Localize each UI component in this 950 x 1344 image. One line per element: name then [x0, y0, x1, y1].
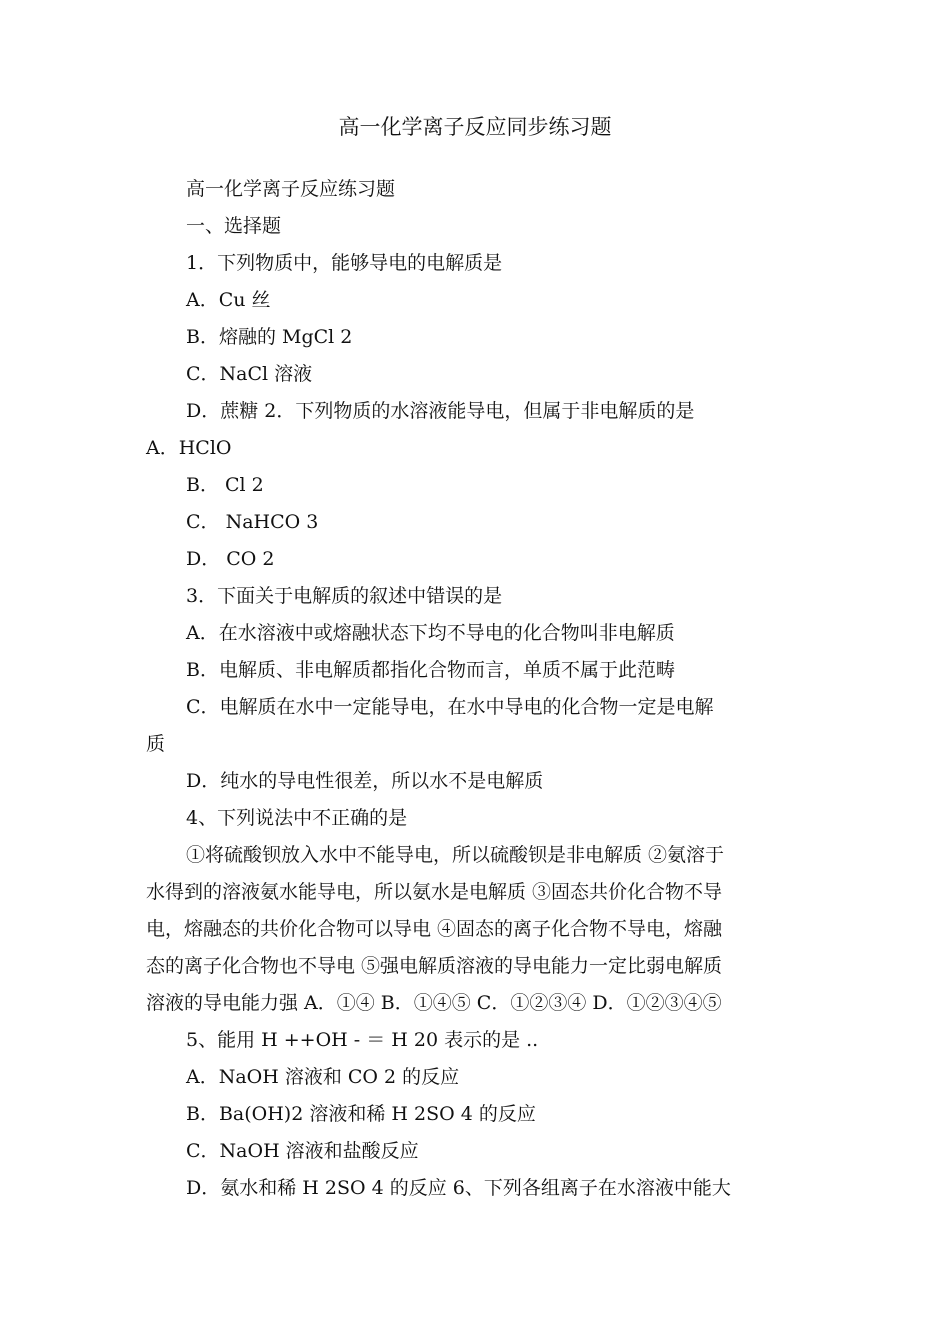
option-line: D．氨水和稀 H 2SO 4 的反应 6、下列各组离子在水溶液中能大	[186, 1177, 731, 1199]
statement-line: 态的离子化合物也不导电 ⑤强电解质溶液的导电能力一定比弱电解质	[146, 955, 723, 977]
option-line: D．纯水的导电性很差，所以水不是电解质	[186, 770, 544, 792]
question-1: 1．下列物质中，能够导电的电解质是	[186, 252, 503, 274]
section-heading: 一、选择题	[186, 215, 282, 237]
statement-line: 溶液的导电能力强 A．①④ B．①④⑤ C．①②③④ D．①②③④⑤	[146, 992, 722, 1014]
question-5: 5、能用 H ++OH - ＝ H 20 表示的是 ..	[186, 1029, 539, 1051]
option-line: D．蔗糖 2．下列物质的水溶液能导电，但属于非电解质的是	[186, 400, 695, 422]
option-line: D． CO 2	[186, 548, 275, 570]
question-3: 3．下面关于电解质的叙述中错误的是	[186, 585, 503, 607]
option-line: B．Ba(OH)2 溶液和稀 H 2SO 4 的反应	[186, 1103, 536, 1125]
option-line: A．HClO	[146, 437, 232, 459]
option-line: A．在水溶液中或熔融状态下均不导电的化合物叫非电解质	[186, 622, 675, 644]
option-line: A．NaOH 溶液和 CO 2 的反应	[186, 1066, 460, 1088]
statement-line: ①将硫酸钡放入水中不能导电，所以硫酸钡是非电解质 ②氨溶于	[186, 844, 725, 866]
document-title: 高一化学离子反应同步练习题	[338, 115, 612, 139]
question-4: 4、下列说法中不正确的是	[186, 807, 408, 829]
option-line: C．NaOH 溶液和盐酸反应	[186, 1140, 419, 1162]
statement-line: 水得到的溶液氨水能导电，所以氨水是电解质 ③固态共价化合物不导	[146, 881, 723, 903]
statement-line: 电，熔融态的共价化合物可以导电 ④固态的离子化合物不导电，熔融	[146, 918, 723, 940]
subtitle: 高一化学离子反应练习题	[186, 178, 396, 200]
option-line: A．Cu 丝	[186, 289, 271, 311]
option-line: B．熔融的 MgCl 2	[186, 326, 353, 348]
option-line-cont: 质	[146, 733, 166, 755]
option-line: C．NaCl 溶液	[186, 363, 313, 385]
option-line: B．电解质、非电解质都指化合物而言，单质不属于此范畴	[186, 659, 675, 681]
option-line: C．电解质在水中一定能导电，在水中导电的化合物一定是电解	[186, 696, 714, 718]
option-line: B． Cl 2	[186, 474, 264, 496]
option-line: C． NaHCO 3	[186, 511, 319, 533]
